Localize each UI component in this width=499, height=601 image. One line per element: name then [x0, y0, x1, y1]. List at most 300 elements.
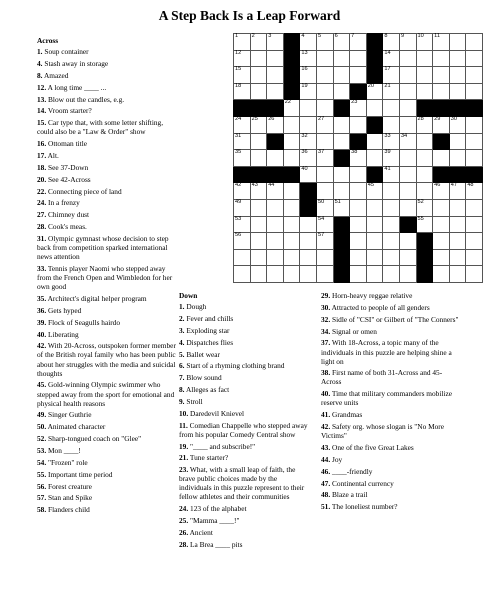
- clue-item: [37, 151, 177, 160]
- clue-text: Sidle of "CSI" or Gilbert of "The Conners": [332, 314, 459, 324]
- clue-item: [179, 361, 311, 370]
- cell-number: 53: [235, 215, 242, 222]
- cell-number: 55: [417, 215, 424, 222]
- grid-cell[interactable]: [300, 166, 317, 183]
- black-square: [416, 266, 433, 283]
- grid-cell[interactable]: [234, 34, 251, 51]
- grid-cell[interactable]: [449, 150, 466, 167]
- grid-cell[interactable]: [433, 183, 450, 200]
- grid-cell[interactable]: [383, 183, 400, 200]
- grid-cell[interactable]: [316, 83, 333, 100]
- grid-cell[interactable]: [283, 266, 300, 283]
- grid-cell[interactable]: [267, 183, 284, 200]
- grid-cell[interactable]: [316, 50, 333, 67]
- grid-cell[interactable]: [449, 50, 466, 67]
- grid-cell[interactable]: [399, 116, 416, 133]
- grid-cell[interactable]: [250, 199, 267, 216]
- grid-cell[interactable]: [383, 34, 400, 51]
- grid-cell[interactable]: [366, 183, 383, 200]
- clue-number: 19.: [179, 441, 189, 451]
- grid-cell[interactable]: [399, 100, 416, 117]
- grid-cell[interactable]: [350, 50, 367, 67]
- grid-cell[interactable]: [300, 83, 317, 100]
- grid-cell[interactable]: [449, 249, 466, 266]
- cell-number: 39: [384, 149, 391, 156]
- clue-item: [37, 306, 177, 315]
- grid-cell[interactable]: [316, 249, 333, 266]
- grid-cell[interactable]: [383, 100, 400, 117]
- grid-cell[interactable]: [366, 266, 383, 283]
- grid-cell[interactable]: [399, 249, 416, 266]
- clue-text: Start of a rhyming clothing brand: [186, 361, 285, 371]
- grid-cell[interactable]: [366, 233, 383, 250]
- grid-cell[interactable]: [267, 266, 284, 283]
- grid-cell[interactable]: [383, 150, 400, 167]
- clue-text: Ancient: [189, 528, 213, 538]
- clue-number: 18.: [37, 162, 47, 172]
- grid-cell[interactable]: [433, 67, 450, 84]
- clue-item: [179, 314, 311, 323]
- grid-cell[interactable]: [350, 116, 367, 133]
- grid-cell[interactable]: [433, 233, 450, 250]
- clue-item: [179, 385, 311, 394]
- clue-text: "Frozen" role: [48, 457, 88, 467]
- grid-cell[interactable]: [433, 216, 450, 233]
- black-square: [234, 166, 251, 183]
- grid-cell[interactable]: [383, 166, 400, 183]
- grid-cell[interactable]: [466, 83, 483, 100]
- grid-cell[interactable]: [383, 83, 400, 100]
- black-square: [366, 50, 383, 67]
- clue-text: Architect's digital helper program: [47, 293, 147, 303]
- grid-cell[interactable]: [466, 34, 483, 51]
- grid-cell[interactable]: [316, 100, 333, 117]
- cell-number: 17: [384, 66, 391, 73]
- clue-number: 7.: [179, 373, 185, 383]
- grid-cell[interactable]: [333, 34, 350, 51]
- black-square: [283, 166, 300, 183]
- grid-cell[interactable]: [449, 116, 466, 133]
- grid-cell[interactable]: [316, 150, 333, 167]
- clue-number: 4.: [37, 58, 43, 68]
- clue-item: [179, 397, 311, 406]
- clue-item: [179, 453, 311, 462]
- grid-cell[interactable]: [399, 166, 416, 183]
- clue-number: 51.: [321, 502, 331, 512]
- cell-number: 18: [235, 82, 242, 89]
- grid-cell[interactable]: [250, 50, 267, 67]
- clue-number: 40.: [37, 329, 47, 339]
- clue-text: "____ and subscribe!": [190, 441, 256, 451]
- grid-cell[interactable]: [316, 133, 333, 150]
- cell-number: 30: [450, 115, 457, 122]
- grid-cell[interactable]: [300, 233, 317, 250]
- grid-cell[interactable]: [350, 183, 367, 200]
- grid-cell[interactable]: [250, 183, 267, 200]
- black-square: [466, 166, 483, 183]
- grid-cell[interactable]: [350, 266, 367, 283]
- grid-cell[interactable]: [399, 150, 416, 167]
- grid-cell[interactable]: [283, 183, 300, 200]
- grid-cell[interactable]: [399, 50, 416, 67]
- grid-cell[interactable]: [416, 150, 433, 167]
- black-square: [366, 166, 383, 183]
- grid-cell[interactable]: [449, 199, 466, 216]
- grid-cell[interactable]: [300, 34, 317, 51]
- grid-cell[interactable]: [399, 183, 416, 200]
- clue-item: [37, 422, 177, 431]
- grid-cell[interactable]: [300, 67, 317, 84]
- grid-cell[interactable]: [383, 50, 400, 67]
- grid-cell[interactable]: [466, 183, 483, 200]
- clue-text: La Brea ____ pits: [190, 539, 243, 549]
- clue-number: 28.: [37, 222, 47, 232]
- grid-cell[interactable]: [283, 216, 300, 233]
- grid-cell[interactable]: [449, 233, 466, 250]
- black-square: [333, 266, 350, 283]
- black-square: [366, 116, 383, 133]
- clue-number: 45.: [37, 380, 47, 390]
- grid-cell[interactable]: [383, 199, 400, 216]
- cell-number: 48: [467, 182, 474, 189]
- grid-cell[interactable]: [466, 50, 483, 67]
- clue-number: 2.: [179, 313, 185, 323]
- clue-number: 21.: [179, 453, 189, 463]
- clue-item: [37, 446, 177, 455]
- clue-number: 44.: [321, 454, 331, 464]
- grid-cell[interactable]: [383, 67, 400, 84]
- grid-cell[interactable]: [449, 133, 466, 150]
- clue-item: [321, 410, 461, 419]
- grid-cell[interactable]: [350, 34, 367, 51]
- grid-cell[interactable]: [333, 133, 350, 150]
- grid-cell[interactable]: [333, 166, 350, 183]
- cell-number: 2: [251, 33, 255, 39]
- clue-text: Stan and Spike: [48, 493, 93, 503]
- grid-cell[interactable]: [300, 150, 317, 167]
- clue-number: 8.: [37, 70, 43, 80]
- grid-cell[interactable]: [250, 133, 267, 150]
- grid-cell[interactable]: [234, 83, 251, 100]
- grid-cell[interactable]: [333, 199, 350, 216]
- grid-cell[interactable]: [433, 34, 450, 51]
- clue-item: [321, 467, 461, 476]
- grid-cell[interactable]: [267, 150, 284, 167]
- clue-item: [37, 210, 177, 219]
- grid-cell[interactable]: [316, 34, 333, 51]
- grid-cell[interactable]: [283, 100, 300, 117]
- clue-item: [179, 504, 311, 513]
- grid-cell[interactable]: [234, 150, 251, 167]
- grid-cell[interactable]: [234, 133, 251, 150]
- grid-cell[interactable]: [283, 150, 300, 167]
- grid-cell[interactable]: [250, 233, 267, 250]
- clue-item: [37, 59, 177, 68]
- grid-cell[interactable]: [250, 67, 267, 84]
- grid-cell[interactable]: [466, 249, 483, 266]
- grid-cell[interactable]: [300, 249, 317, 266]
- grid-cell[interactable]: [366, 249, 383, 266]
- clue-text: Car type that, with some letter shifting, could also be a "Law & Order" show: [37, 118, 164, 137]
- grid-cell[interactable]: [234, 50, 251, 67]
- grid-cell[interactable]: [283, 249, 300, 266]
- grid-cell[interactable]: [399, 34, 416, 51]
- clue-number: 25.: [179, 516, 189, 526]
- across-heading: Across: [37, 36, 59, 45]
- grid-cell[interactable]: [234, 67, 251, 84]
- grid-cell[interactable]: [300, 50, 317, 67]
- clue-text: Olympic gymnast whose decision to step back from competition sparked international news attention: [37, 234, 169, 262]
- grid-cell[interactable]: [333, 116, 350, 133]
- black-square: [366, 67, 383, 84]
- clue-item: [179, 540, 311, 549]
- grid-cell[interactable]: [300, 266, 317, 283]
- grid-cell[interactable]: [366, 216, 383, 233]
- grid-cell[interactable]: [267, 199, 284, 216]
- grid-cell[interactable]: [250, 216, 267, 233]
- clue-text: Chimney dust: [48, 210, 90, 220]
- grid-cell[interactable]: [333, 83, 350, 100]
- grid-cell[interactable]: [383, 116, 400, 133]
- cell-number: 33: [384, 132, 391, 139]
- grid-cell[interactable]: [433, 150, 450, 167]
- black-square: [466, 100, 483, 117]
- clue-number: 58.: [37, 505, 47, 515]
- clue-number: 40.: [321, 389, 331, 399]
- grid-cell[interactable]: [416, 216, 433, 233]
- grid-cell[interactable]: [366, 199, 383, 216]
- clue-item: [179, 528, 311, 537]
- grid-cell[interactable]: [383, 133, 400, 150]
- grid-cell[interactable]: [433, 83, 450, 100]
- grid-cell[interactable]: [267, 34, 284, 51]
- grid-cell[interactable]: [300, 100, 317, 117]
- grid-cell[interactable]: [250, 34, 267, 51]
- clue-item: [179, 338, 311, 347]
- grid-cell[interactable]: [267, 67, 284, 84]
- grid-cell[interactable]: [283, 133, 300, 150]
- grid-cell[interactable]: [333, 183, 350, 200]
- grid-cell[interactable]: [383, 266, 400, 283]
- grid-cell[interactable]: [366, 150, 383, 167]
- grid-cell[interactable]: [416, 83, 433, 100]
- grid-cell[interactable]: [234, 249, 251, 266]
- clue-text: Blow sound: [186, 373, 222, 383]
- cell-number: 13: [301, 49, 308, 56]
- clue-item: [321, 338, 461, 365]
- grid-cell[interactable]: [416, 34, 433, 51]
- grid-cell[interactable]: [366, 83, 383, 100]
- grid-cell[interactable]: [333, 50, 350, 67]
- grid-cell[interactable]: [300, 133, 317, 150]
- grid-cell[interactable]: [366, 100, 383, 117]
- black-square: [283, 83, 300, 100]
- grid-cell[interactable]: [300, 216, 317, 233]
- grid-cell[interactable]: [466, 67, 483, 84]
- grid-cell[interactable]: [466, 216, 483, 233]
- grid-cell[interactable]: [234, 266, 251, 283]
- grid-cell[interactable]: [316, 216, 333, 233]
- grid-cell[interactable]: [449, 34, 466, 51]
- clue-number: 8.: [179, 385, 185, 395]
- grid-cell[interactable]: [300, 116, 317, 133]
- grid-cell[interactable]: [449, 216, 466, 233]
- cell-number: 35: [235, 149, 242, 156]
- grid-cell[interactable]: [283, 233, 300, 250]
- clue-text: Amazed: [43, 70, 69, 80]
- clue-number: 10.: [179, 408, 189, 418]
- grid-cell[interactable]: [350, 100, 367, 117]
- grid-cell[interactable]: [433, 266, 450, 283]
- grid-cell[interactable]: [433, 249, 450, 266]
- clue-number: 5.: [179, 349, 185, 359]
- grid-cell[interactable]: [399, 133, 416, 150]
- cell-number: 10: [417, 33, 424, 39]
- clue-text: Stroll: [186, 396, 203, 406]
- clue-text: Flanders child: [48, 505, 90, 515]
- grid-cell[interactable]: [416, 133, 433, 150]
- black-square: [234, 100, 251, 117]
- clue-number: 1.: [37, 47, 43, 57]
- grid-cell[interactable]: [449, 183, 466, 200]
- black-square: [433, 100, 450, 117]
- clue-item: [179, 350, 311, 359]
- grid-cell[interactable]: [466, 150, 483, 167]
- grid-cell[interactable]: [316, 183, 333, 200]
- clue-text: Soup container: [44, 47, 89, 57]
- clue-item: [321, 490, 461, 499]
- clue-number: 22.: [37, 186, 47, 196]
- cell-number: 24: [235, 115, 242, 122]
- grid-cell[interactable]: [466, 266, 483, 283]
- grid-cell[interactable]: [350, 233, 367, 250]
- grid-cell[interactable]: [399, 67, 416, 84]
- grid-cell[interactable]: [350, 216, 367, 233]
- grid-cell[interactable]: [416, 183, 433, 200]
- grid-cell[interactable]: [449, 83, 466, 100]
- grid-cell[interactable]: [267, 249, 284, 266]
- clue-number: 11.: [179, 420, 188, 430]
- grid-cell[interactable]: [416, 166, 433, 183]
- black-square: [416, 233, 433, 250]
- grid-cell[interactable]: [350, 166, 367, 183]
- black-square: [433, 133, 450, 150]
- cell-number: 25: [251, 115, 258, 122]
- grid-cell[interactable]: [433, 199, 450, 216]
- black-square: [250, 100, 267, 117]
- clue-number: 36.: [37, 305, 47, 315]
- grid-cell[interactable]: [267, 216, 284, 233]
- grid-cell[interactable]: [316, 199, 333, 216]
- grid-cell[interactable]: [250, 150, 267, 167]
- grid-cell[interactable]: [234, 199, 251, 216]
- grid-cell[interactable]: [416, 116, 433, 133]
- grid-cell[interactable]: [433, 116, 450, 133]
- grid-cell[interactable]: [383, 216, 400, 233]
- grid-cell[interactable]: [433, 50, 450, 67]
- clue-text: Singer Guthrie: [48, 410, 92, 420]
- grid-cell[interactable]: [316, 67, 333, 84]
- grid-cell[interactable]: [350, 67, 367, 84]
- grid-cell[interactable]: [383, 249, 400, 266]
- clue-text: The loneliest number?: [331, 502, 398, 512]
- clue-number: 35.: [37, 293, 47, 303]
- grid-cell[interactable]: [399, 199, 416, 216]
- grid-cell[interactable]: [267, 83, 284, 100]
- clue-item: [321, 422, 461, 440]
- grid-cell[interactable]: [316, 266, 333, 283]
- grid-cell[interactable]: [399, 266, 416, 283]
- grid-cell[interactable]: [399, 233, 416, 250]
- grid-cell[interactable]: [416, 67, 433, 84]
- grid-cell[interactable]: [466, 116, 483, 133]
- clue-number: 29.: [321, 291, 331, 300]
- cell-number: 51: [334, 198, 341, 205]
- black-square: [300, 199, 317, 216]
- grid-cell[interactable]: [234, 116, 251, 133]
- black-square: [399, 216, 416, 233]
- grid-cell[interactable]: [416, 199, 433, 216]
- grid-cell[interactable]: [350, 199, 367, 216]
- clue-item: [37, 505, 177, 514]
- grid-cell[interactable]: [350, 249, 367, 266]
- grid-cell[interactable]: [466, 199, 483, 216]
- grid-cell[interactable]: [366, 133, 383, 150]
- clue-text: Grandmas: [332, 410, 363, 420]
- cell-number: 41: [384, 165, 391, 172]
- clue-number: 31.: [37, 234, 47, 244]
- cell-number: 1: [235, 33, 239, 39]
- clue-item: [321, 291, 461, 300]
- clue-item: [37, 222, 177, 231]
- clue-number: 14.: [37, 106, 47, 116]
- clue-text: A long time ____ ...: [47, 82, 107, 92]
- grid-cell[interactable]: [316, 233, 333, 250]
- grid-cell[interactable]: [383, 233, 400, 250]
- grid-cell[interactable]: [267, 50, 284, 67]
- clue-item: [37, 341, 177, 377]
- grid-cell[interactable]: [316, 166, 333, 183]
- grid-cell[interactable]: [250, 116, 267, 133]
- grid-cell[interactable]: [333, 67, 350, 84]
- clue-item: [37, 198, 177, 207]
- grid-cell[interactable]: [416, 50, 433, 67]
- grid-cell[interactable]: [250, 83, 267, 100]
- grid-cell[interactable]: [466, 133, 483, 150]
- grid-cell[interactable]: [316, 116, 333, 133]
- clue-item: [321, 455, 461, 464]
- grid-cell[interactable]: [466, 233, 483, 250]
- grid-cell[interactable]: [267, 233, 284, 250]
- grid-cell[interactable]: [350, 150, 367, 167]
- cell-number: 50: [317, 198, 325, 205]
- grid-cell[interactable]: [267, 116, 284, 133]
- grid-cell[interactable]: [234, 233, 251, 250]
- cell-number: 29: [434, 115, 441, 122]
- grid-cell[interactable]: [449, 266, 466, 283]
- grid-cell[interactable]: [234, 216, 251, 233]
- grid-cell[interactable]: [283, 199, 300, 216]
- grid-cell[interactable]: [449, 67, 466, 84]
- clue-number: 57.: [37, 493, 47, 503]
- grid-cell[interactable]: [234, 183, 251, 200]
- grid-cell[interactable]: [250, 266, 267, 283]
- cell-number: 26: [268, 115, 275, 122]
- grid-cell[interactable]: [250, 249, 267, 266]
- clue-text: Gold-winning Olympic swimmer who stepped away from the sport for emotional and physical health reasons: [37, 380, 175, 408]
- grid-cell[interactable]: [283, 116, 300, 133]
- grid-cell[interactable]: [399, 83, 416, 100]
